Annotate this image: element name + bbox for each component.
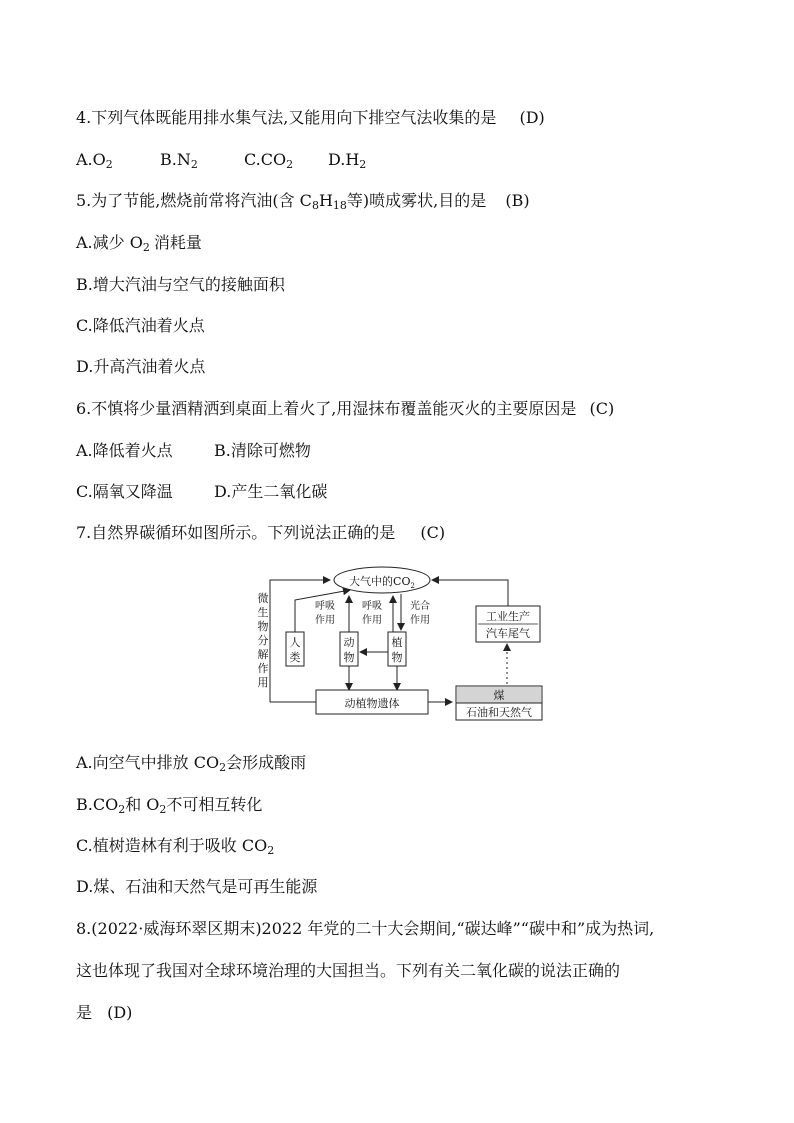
- q4-option-b: $B.N_2$: [160, 150, 198, 171]
- q7-stem-line: [76, 523, 445, 543]
- q6-stem-line: [76, 399, 614, 419]
- svg-text:微: 微: [257, 592, 269, 605]
- q6-options-row1: [76, 441, 311, 461]
- respiration-label-2: [362, 600, 382, 626]
- q8-answer: (D): [107, 1003, 133, 1022]
- svg-text:生: 生: [257, 606, 269, 619]
- q5-answer: (B): [505, 191, 530, 210]
- q8-stem-line-1: 8.(2022·威海环翠区期末)2022 年党的二十大会期间,“碳达峰”“碳中和”成为热词,: [76, 919, 655, 938]
- q8-stem-line-2: 这也体现了我国对全球环境治理的大国担当。下列有关二氧化碳的说法正确的: [76, 961, 621, 980]
- industry-label: 工业生产: [486, 610, 530, 623]
- svg-text:人: 人: [289, 636, 301, 649]
- svg-text:分: 分: [257, 634, 269, 647]
- svg-text:类: 类: [289, 651, 301, 664]
- respiration-label-1: [315, 600, 335, 626]
- svg-text:作: 作: [257, 662, 269, 675]
- q5-stem-line: [76, 191, 530, 211]
- svg-text:作用: 作用: [362, 615, 382, 626]
- q5-option-d: D.升高汽油着火点: [76, 357, 206, 376]
- industry-to-atmosphere-arrow: [432, 580, 508, 606]
- q6-answer: (C): [589, 399, 615, 418]
- svg-text:呼吸: 呼吸: [362, 601, 382, 612]
- q7-option-a: A.向空气中排放 $CO_2$会形成酸雨: [76, 753, 307, 774]
- q5-option-b: B.增大汽油与空气的接触面积: [76, 275, 285, 294]
- q7-stem: 7.自然界碳循环如图所示。下列说法正确的是: [76, 523, 396, 542]
- svg-text:作用: 作用: [410, 615, 430, 626]
- q7-option-c: C.植树造林有利于吸收 $CO_2$: [76, 836, 275, 857]
- q6-option-b: B.清除可燃物: [214, 441, 311, 460]
- q8-stem-line-3: 是 (D): [76, 1003, 133, 1022]
- q5-stem: 5.为了节能,燃烧前常将汽油(含 $C_8H_{18}$等)喷成雾状,目的是: [76, 191, 487, 212]
- coal-label: 煤: [493, 689, 505, 702]
- svg-text:用: 用: [257, 676, 269, 689]
- carbon-cycle-diagram: [250, 562, 550, 726]
- svg-text:物: 物: [391, 651, 403, 664]
- q4-stem-line: [76, 108, 545, 128]
- q4-stem: 4.下列气体既能用排水集气法,又能用向下排空气法收集的是: [76, 108, 497, 127]
- q7-answer: (C): [420, 523, 446, 542]
- svg-text:植: 植: [391, 636, 403, 649]
- q6-option-d: D.产生二氧化碳: [214, 482, 328, 501]
- q4-option-c: $C.CO_2$: [244, 150, 294, 171]
- q5-option-a: A.减少 $O_2$ 消耗量: [76, 233, 202, 254]
- q6-option-a: A.降低着火点: [76, 441, 173, 460]
- q6-stem: 6.不慎将少量酒精洒到桌面上着火了,用湿抹布覆盖能灭火的主要原因是: [76, 399, 577, 418]
- oil-gas-label: 石油和天然气: [466, 706, 532, 719]
- svg-text:物: 物: [343, 651, 355, 664]
- remains-label: 动植物遗体: [344, 697, 400, 710]
- q7-option-b: $B.CO_2$和 $O_2$不可相互转化: [76, 795, 263, 816]
- svg-text:动: 动: [343, 636, 355, 649]
- svg-text:物: 物: [257, 620, 269, 633]
- q6-option-c: C.隔氧又降温: [76, 482, 173, 501]
- microbial-decomposition-label: [258, 591, 269, 689]
- svg-text:光合: 光合: [410, 601, 430, 612]
- q4-answer: (D): [519, 108, 545, 127]
- q4-options: [76, 150, 366, 170]
- svg-text:呼吸: 呼吸: [315, 601, 335, 612]
- q5-option-c: C.降低汽油着火点: [76, 316, 205, 335]
- svg-text:解: 解: [257, 648, 269, 661]
- svg-text:作用: 作用: [315, 615, 335, 626]
- exhaust-label: 汽车尾气: [486, 627, 530, 640]
- q6-options-row2: [76, 482, 327, 502]
- atmosphere-co2-label: 大气中的$CO_2$: [349, 575, 415, 590]
- q4-option-d: $D.H_2$: [328, 150, 367, 171]
- q7-option-d: D.煤、石油和天然气是可再生能源: [76, 877, 318, 896]
- photosynthesis-label: [410, 599, 430, 626]
- q4-option-a: $A.O_2$: [76, 150, 113, 171]
